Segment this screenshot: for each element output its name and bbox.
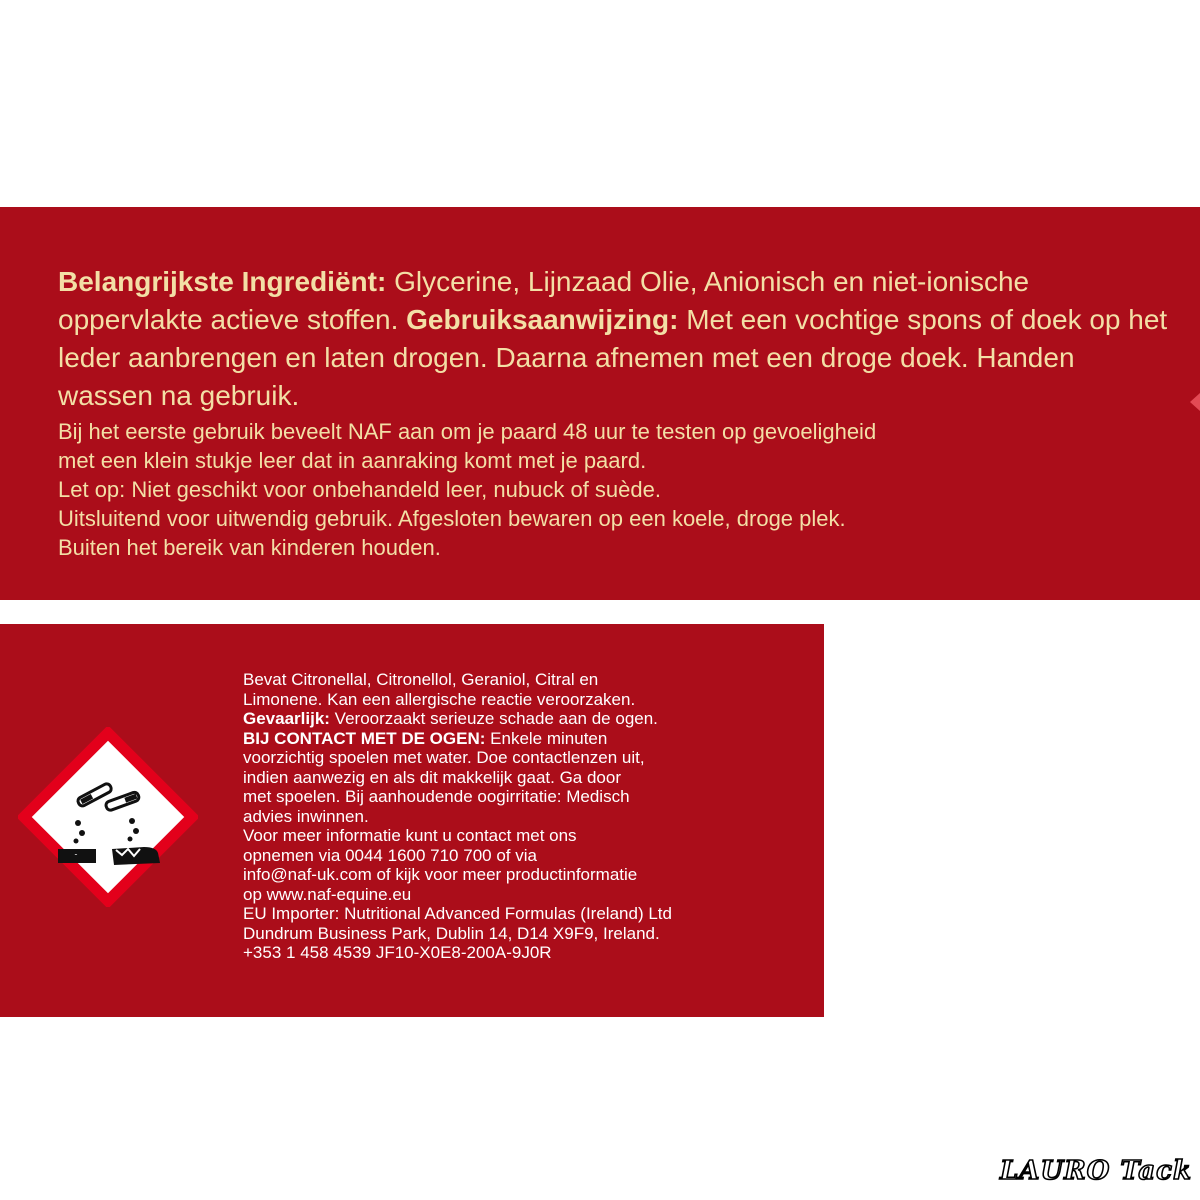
product-info-text (58, 263, 1168, 562)
warning-line: Bij het eerste gebruik beveelt NAF aan om je paard 48 uur te testen op gevoeligheid (58, 419, 877, 444)
edge-arrow-mark (1190, 393, 1200, 411)
importer-line: +353 1 458 4539 JF10-X0E8-200A-9J0R (243, 943, 552, 962)
instruction-line: met spoelen. Bij aanhoudende oogirritatie: Medisch (243, 787, 630, 806)
instruction-line: advies inwinnen. (243, 806, 369, 826)
warning-line: met een klein stukje leer dat in aanraking komt met je paard. (58, 448, 647, 473)
warning-line: Buiten het bereik van kinderen houden. (58, 535, 441, 560)
contact-line: opnemen via 0044 1600 710 700 of via (243, 845, 537, 865)
danger-label: Gevaarlijk: (243, 709, 330, 728)
contact-line: op www.naf-equine.eu (243, 884, 412, 904)
ghs-corrosion-icon (18, 727, 198, 907)
eye-contact-line (243, 729, 803, 749)
warning-line: Let op: Niet geschikt voor onbehandeld leer, nubuck of suède. (58, 477, 661, 502)
watermark-logo: LAURO Tack (1000, 1156, 1192, 1186)
safety-text (243, 670, 803, 963)
ingredients-text: Glycerine, Lijnzaad Olie, Anionisch en niet-ionische oppervlakte actieve stoffen. (58, 266, 1030, 335)
usage-text: Met een vochtige spons of doek op het leder aanbrengen en laten drogen. Daarna afnemen met een droge doek. Handen wassen na gebruik. (58, 304, 1168, 411)
danger-line (243, 709, 803, 729)
ingredients-and-usage (58, 263, 1168, 415)
allergen-line: Limonene. Kan een allergische reactie veroorzaken. (243, 689, 636, 709)
importer-line: EU Importer: Nutritional Advanced Formulas (Ireland) Ltd (243, 904, 672, 923)
contact-line: info@naf-uk.com of kijk voor meer productinformatie (243, 865, 638, 884)
instruction-line: voorzichtig spoelen met water. Doe contactlenzen uit, (243, 748, 645, 767)
warning-line: Uitsluitend voor uitwendig gebruik. Afgesloten bewaren op een koele, droge plek. (58, 506, 846, 531)
instruction-line: indien aanwezig en als dit makkelijk gaat. Ga door (243, 767, 621, 787)
product-info-panel (0, 207, 1200, 600)
danger-text: Veroorzaakt serieuze schade aan de ogen. (329, 709, 658, 728)
contact-line: Voor meer informatie kunt u contact met ons (243, 826, 577, 845)
ingredients-label: Belangrijkste Ingrediënt: (58, 266, 387, 297)
allergen-line: Bevat Citronellal, Citronellol, Geraniol, Citral en (243, 670, 599, 689)
warnings (58, 417, 1168, 562)
importer-line: Dundrum Business Park, Dublin 14, D14 X9F9, Ireland. (243, 923, 660, 943)
eye-contact-label: BIJ CONTACT MET DE OGEN: (243, 728, 486, 748)
eye-contact-text: Enkele minuten (485, 728, 608, 748)
usage-label: Gebruiksaanwijzing: (406, 304, 679, 335)
